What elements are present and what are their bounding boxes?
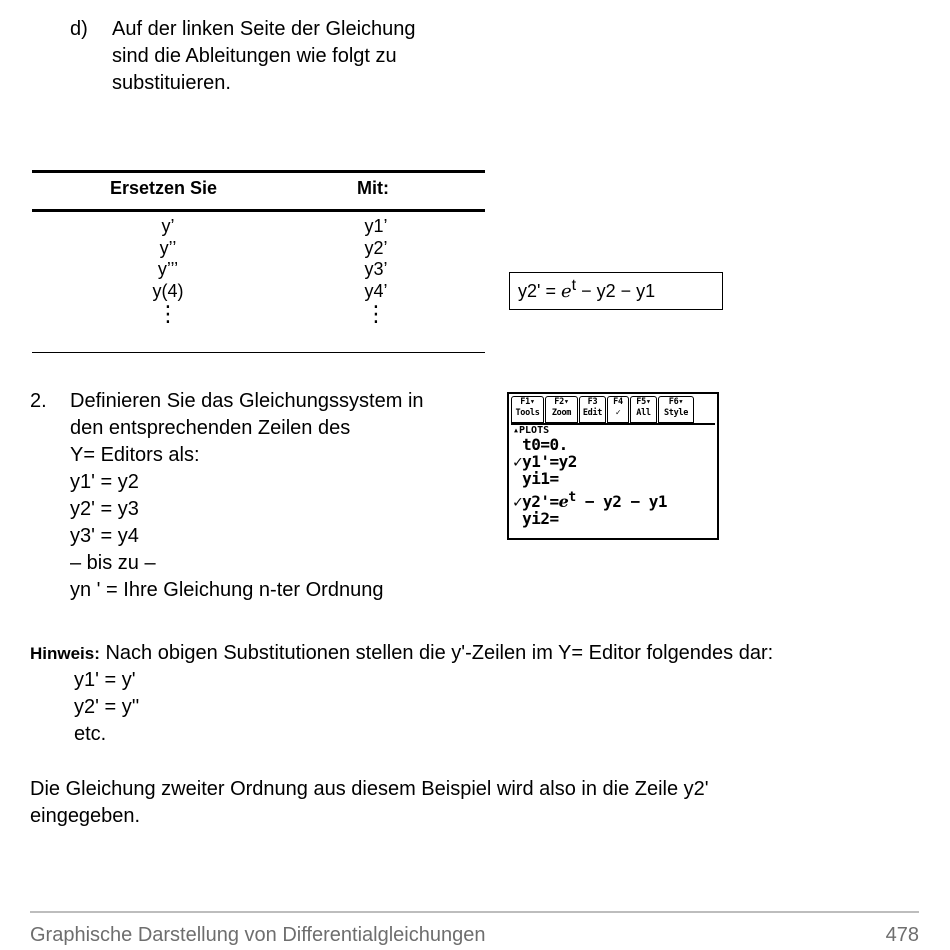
table-ellipsis: ⋮: [365, 301, 387, 326]
menu-label: Zoom: [551, 408, 572, 418]
note: [30, 640, 930, 667]
step-2-text: [70, 388, 500, 604]
menu-fkey: F5▾: [636, 397, 651, 407]
menu-all[interactable]: [630, 396, 657, 423]
menu-label: All: [636, 408, 651, 418]
calc-y2-rhs: − y2 − y1: [575, 492, 668, 511]
menu-fkey: F3: [587, 397, 598, 407]
calc-y2-lhs: ✓y2'=: [513, 492, 559, 511]
calc-line-t0: t0=0.: [513, 435, 568, 454]
note-label: Hinweis:: [30, 644, 100, 663]
table-cell: y’’’: [157, 259, 179, 279]
equation-box: [509, 272, 723, 310]
table-bottom-rule: [32, 352, 485, 353]
conclusion-line: eingegeben.: [30, 805, 141, 827]
equation-rhs: − y2 − y1: [576, 281, 656, 301]
table-cell: y4’: [364, 280, 388, 301]
menu-label: Tools: [515, 408, 540, 418]
step-2-line: – bis zu –: [70, 552, 156, 574]
note-line: etc.: [74, 723, 107, 745]
calculator-screen: [507, 392, 719, 540]
step-2-line: yn ' = Ihre Gleichung n-ter Ordnung: [70, 579, 384, 601]
table-cell: y’: [161, 216, 175, 236]
table-cell: y(4): [152, 280, 184, 301]
step-2-line: den entsprechenden Zeilen des: [70, 417, 351, 439]
menu-zoom[interactable]: [545, 396, 578, 423]
footer-divider: [30, 911, 919, 913]
menu-label: Style: [663, 408, 689, 418]
calc-y2-exponent: t: [568, 490, 576, 505]
calculator-menu-bar: [511, 396, 695, 423]
note-lines: [74, 667, 139, 748]
step-2-line: y1' = y2: [70, 471, 139, 493]
table-cell: y1’: [364, 216, 388, 236]
table-top-rule: [32, 170, 485, 173]
step-d-text: [112, 16, 492, 97]
equation-e: e: [560, 281, 572, 302]
step-d-line: Auf der linken Seite der Gleichung: [112, 18, 416, 40]
step-d-label: d): [70, 18, 88, 40]
note-line: y1' = y': [74, 669, 136, 691]
conclusion-line: Die Gleichung zweiter Ordnung aus diesem Beispiel wird also in die Zeile y2': [30, 778, 709, 800]
substitution-table: [32, 170, 485, 354]
step-2-line: Definieren Sie das Gleichungssystem in: [70, 390, 424, 412]
equation-lhs: y2' =: [518, 281, 561, 301]
step-2-line: y3' = y4: [70, 525, 139, 547]
menu-style[interactable]: [658, 396, 694, 423]
table-cell: y2’: [364, 237, 388, 258]
equation-exponent: t: [571, 277, 577, 294]
calc-y2-e: e: [558, 492, 569, 511]
note-line: y2' = y'': [74, 696, 140, 718]
menu-fkey: F2▾: [554, 397, 569, 407]
check-icon: ✓: [615, 408, 621, 418]
table-header-with: Mit:: [357, 178, 389, 198]
conclusion-paragraph: [30, 776, 930, 830]
page-number: 478: [885, 924, 919, 946]
menu-check[interactable]: [607, 396, 629, 423]
table-cell: y3’: [364, 259, 388, 279]
step-d-line: sind die Ableitungen wie folgt zu: [112, 45, 397, 67]
footer-title: Graphische Darstellung von Differentialgleichungen: [30, 924, 486, 946]
note-text: Nach obigen Substitutionen stellen die y'-Zeilen im Y= Editor folgendes dar:: [99, 642, 774, 664]
table-column-replace: [118, 216, 218, 326]
step-2-label: 2.: [30, 390, 47, 412]
menu-fkey: F1▾: [520, 397, 535, 407]
menu-fkey: F6▾: [668, 397, 684, 407]
step-d-line: substituieren.: [112, 72, 231, 94]
menu-edit[interactable]: [579, 396, 606, 423]
calc-line-y2: [513, 490, 668, 511]
table-header-rule: [32, 209, 485, 212]
menu-tools[interactable]: [511, 396, 544, 423]
plots-label: ▴PLOTS: [513, 425, 550, 436]
table-column-with: [326, 216, 426, 326]
menu-label: Edit: [582, 408, 603, 418]
table-ellipsis: ⋮: [157, 301, 179, 326]
step-2-line: Y= Editors als:: [70, 444, 200, 466]
table-header-replace: Ersetzen Sie: [110, 178, 218, 198]
calc-line-yi2: yi2=: [513, 509, 559, 528]
menu-fkey: F4: [613, 397, 623, 407]
calc-line-yi1: yi1=: [513, 469, 559, 488]
calc-line-y1: ✓y1'=y2: [513, 452, 577, 471]
step-2-line: y2' = y3: [70, 498, 139, 520]
table-cell: y’’: [159, 237, 177, 258]
